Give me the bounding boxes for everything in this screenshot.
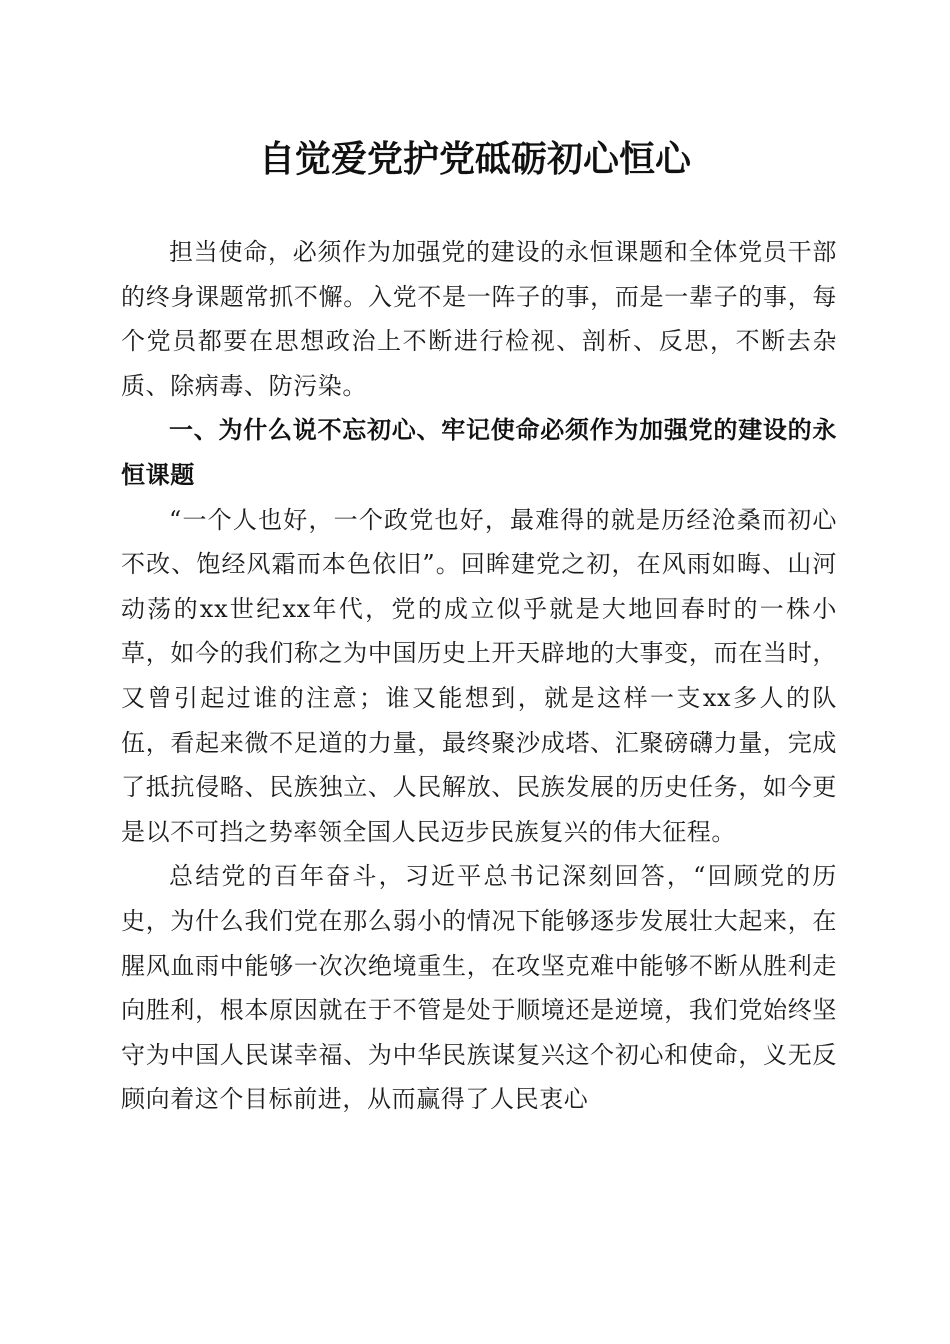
paragraph-intro: 担当使命，必须作为加强党的建设的永恒课题和全体党员干部的终身课题常抓不懈。入党不是一阵子的事，而是一辈子的事，每个党员都要在思想政治上不断进行检视、剖析、反思，不断去杂质、除病毒、防污染。 [121,238,837,400]
section-heading: 一、为什么说不忘初心、牢记使命必须作为加强党的建设的永恒课题 [121,416,837,489]
paragraph-history: “一个人也好，一个政党也好，最难得的就是历经沧桑而初心不改、饱经风霜而本色依旧”。回眸建党之初，在风雨如晦、山河动荡的xx世纪xx年代，党的成立似乎就是大地回春时的一株小草，如今的我们称之为中国历史上开天辟地的大事变，而在当时，又曾引起过谁的注意；谁又能想到，就是这样一支xx多人的队伍，看起来微不足道的力量，最终聚沙成塔、汇聚磅礴力量，完成了抵抗侵略、民族独立、人民解放、民族发展的历史任务，如今更是以不可挡之势率领全国人民迈步民族复兴的伟大征程。 [121,505,837,846]
document-body [121,230,837,1122]
document-title: 自觉爱党护党砥砺初心恒心 [258,138,691,180]
paragraph-summary: 总结党的百年奋斗，习近平总书记深刻回答，“回顾党的历史，为什么我们党在那么弱小的情况下能够逐步发展壮大起来，在腥风血雨中能够一次次绝境重生，在攻坚克难中能够不断从胜利走向胜利，根本原因就在于不管是处于顺境还是逆境，我们党始终坚守为中国人民谋幸福、为中华民族谋复兴这个初心和使命，义无反顾向着这个目标前进，从而赢得了人民衷心 [121,862,837,1114]
